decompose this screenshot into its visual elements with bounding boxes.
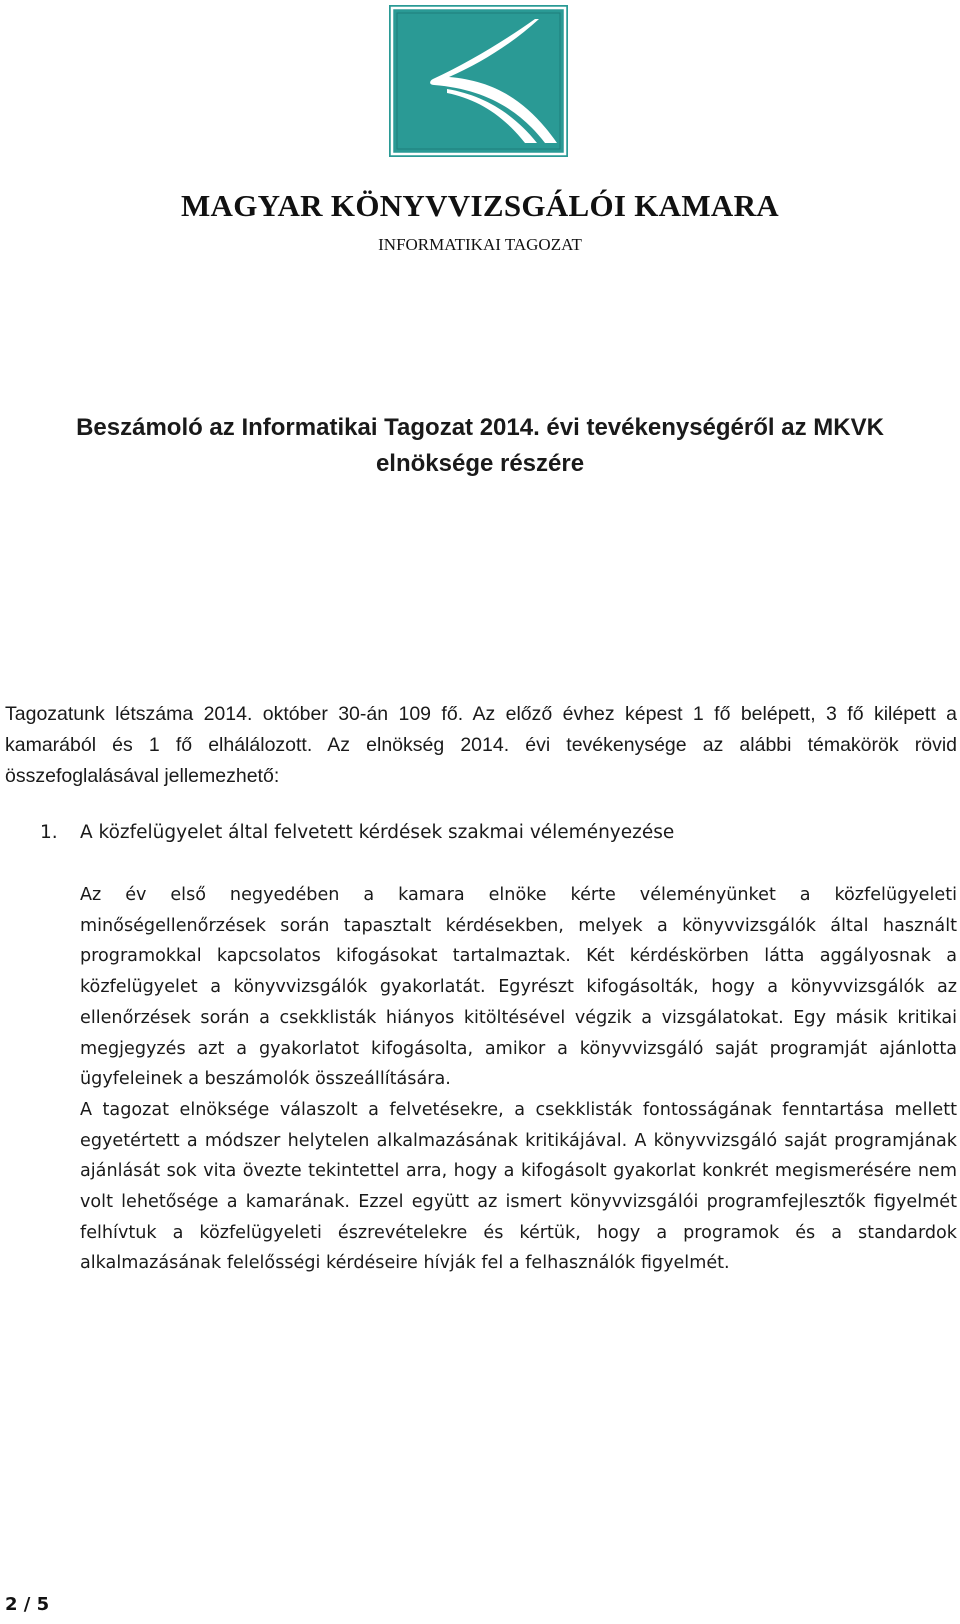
organization-division: INFORMATIKAI TAGOZAT xyxy=(378,235,582,254)
mkvk-logo-icon xyxy=(389,5,568,157)
section-body xyxy=(80,880,957,1279)
section-title: A közfelügyelet által felvetett kérdések szakmai véleményezése xyxy=(80,822,675,843)
section-paragraph-1: Az év első negyedében a kamara elnöke kérte véleményünket a közfelügyeleti minőségellenőrzések során tapasztalt kérdésekben, melyek a könyvvizsgálók által használt programokkal kapcsolatos kifogásokat tartalmaztak. Két kérdéskörben látta aggályosnak a közfelügyelet a könyvvizsgálók gyakorlatát. Egyrészt kifogásolták, hogy a könyvvizsgálók az ellenőrzések során a csekklisták hiányos kitöltésével végzik a vizsgálatokat. Egy másik kritikai megjegyzés azt a gyakorlatot kifogásolta, amikor a könyvvizsgáló saját programját ajánlotta ügyfeleinek a beszámolók összeállítására. xyxy=(80,885,957,1090)
report-title-line-1: Beszámoló az Informatikai Tagozat 2014. évi tevékenységéről az MKVK xyxy=(76,414,884,441)
section-paragraph-2: A tagozat elnöksége válaszolt a felvetésekre, a csekklisták fontosságának fenntartása mellett egyetértett a módszer helytelen alkalmazásának kritikájával. A könyvvizsgáló saját programjának ajánlását sok vita övezte tekintettel arra, hogy a kifogásolt gyakorlat konkrét megismerésére nem volt lehetősége a kamarának. Ezzel együtt az ismert könyvvizsgálói programfejlesztők figyelmét felhívtuk a közfelügyeleti észrevételekre és kértük, hogy a programok és a standardok alkalmazásának felelősségi kérdéseire hívják fel a felhasználók figyelmét. xyxy=(80,1099,957,1274)
organization-name: MAGYAR KÖNYVVIZSGÁLÓI KAMARA xyxy=(180,188,779,223)
section-heading xyxy=(40,822,674,843)
intro-paragraph xyxy=(5,699,957,792)
section-number: 1. xyxy=(40,822,58,843)
page-number: 2 / 5 xyxy=(5,1594,50,1615)
report-title xyxy=(0,410,960,482)
report-title-line-2: elnöksége részére xyxy=(375,450,585,477)
intro-text: Tagozatunk létszáma 2014. október 30-án 109 fő. Az előző évhez képest 1 fő belépett, 3 fő kilépett a kamarából és 1 fő elhálálozott. Az elnökség 2014. évi tevékenysége az alábbi témakörök rövid összefoglalásával jellemezhető: xyxy=(5,703,957,787)
